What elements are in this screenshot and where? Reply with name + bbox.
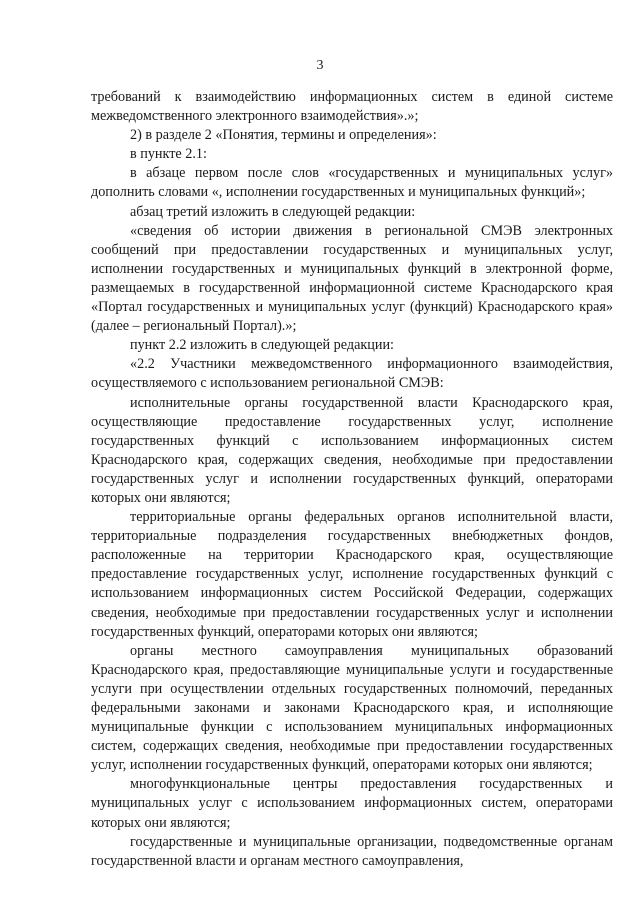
- paragraph: в абзаце первом после слов «государственных и муниципальных услуг» дополнить словами «, исполнении государственных и муниципальных функций»;: [91, 165, 613, 201]
- paragraph: пункт 2.2 изложить в следующей редакции:: [130, 337, 394, 354]
- paragraph: многофункциональные центры предоставления государственных и муниципальных услуг с использованием информационных систем, операторами которых они являются;: [91, 776, 613, 831]
- document-body: [91, 88, 613, 871]
- paragraph: в пункте 2.1:: [130, 146, 207, 163]
- paragraph: абзац третий изложить в следующей редакции:: [130, 203, 416, 220]
- page-number: 3: [316, 58, 324, 73]
- paragraph: территориальные органы федеральных органов исполнительной власти, территориальные подразделения государственных внебюджетных фондов, расположенные на территории Краснодарского края, осуществляющие предоставление государственных услуг, исполнение государственных функций с использованием информационных систем Российской Федерации, содержащих сведения, необходимые при предоставлении государственных услуг и исполнении государственных функций, операторами которых они являются;: [91, 509, 613, 640]
- paragraph: 2) в разделе 2 «Понятия, термины и определения»:: [130, 127, 437, 144]
- paragraph: государственные и муниципальные организации, подведомственные органам государственной власти и органам местного самоуправления,: [91, 833, 613, 869]
- paragraph: требований к взаимодействию информационных систем в единой системе межведомственного электронного взаимодействия».»;: [91, 89, 613, 125]
- paragraph: «сведения об истории движения в региональной СМЭВ электронных сообщений при предоставлении государственных и муниципальных услуг, исполнении государственных и муниципальных функций в электронной форме, размещаемых в государственной информационной системе Краснодарского края «Портал государственных и муниципальных услуг (функций) Краснодарского края» (далее – региональный Портал).»;: [91, 222, 613, 335]
- paragraph: исполнительные органы государственной власти Краснодарского края, осуществляющие предоставление государственных услуг, исполнение государственных функций с использованием информационных систем Краснодарского края, содержащих сведения, необходимые при предоставлении государственных услуг и исполнении государственных функций, операторами которых они являются;: [91, 394, 613, 506]
- paragraph: «2.2 Участники межведомственного информационного взаимодействия, осуществляемого с использованием региональной СМЭВ:: [91, 356, 613, 392]
- paragraph: органы местного самоуправления муниципальных образований Краснодарского края, предоставляющие муниципальные услуги и государственные услуги при осуществлении отдельных государственных полномочий, переданных федеральными законами и законами Краснодарского края, и исполняющие муниципальные функции с использованием муниципальных информационных систем, содержащих сведения, необходимые при предоставлении государственных услуг, исполнении государственных функций, операторами которых они являются;: [91, 642, 613, 774]
